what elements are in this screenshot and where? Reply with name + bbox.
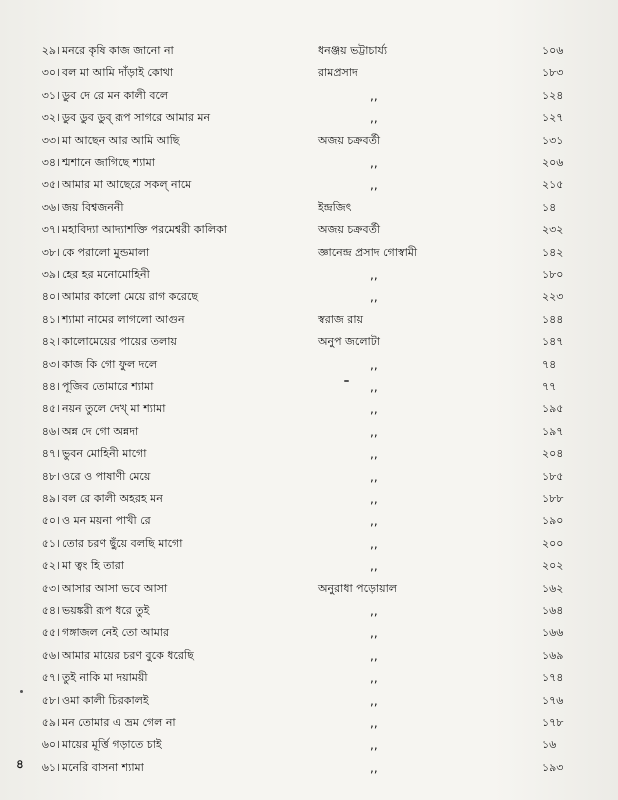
entry-number: ৩৪। xyxy=(41,156,60,169)
entry-number: ৩৭। xyxy=(41,223,60,237)
page-reference: ১৪ xyxy=(542,200,557,214)
singer-name: ,, xyxy=(370,716,378,730)
index-entry xyxy=(0,331,618,353)
singer-name: ধনঞ্জয় ভট্টাচার্য্য xyxy=(318,44,388,57)
page-reference: ১৬ xyxy=(542,738,557,752)
entry-number: ৩০। xyxy=(41,66,60,80)
page-reference: ২০০ xyxy=(542,536,564,550)
index-entry xyxy=(0,219,618,241)
index-entry xyxy=(0,197,618,219)
song-title: তোর চরণ ছুঁয়ে বলছি মাগো xyxy=(62,536,183,550)
index-entry xyxy=(0,488,618,510)
entry-number: ৪৫। xyxy=(41,402,60,416)
song-title: মা আছেন আর আমি আছি xyxy=(62,133,180,147)
singer-name: ,, xyxy=(370,290,378,305)
page-reference: ১৪৪ xyxy=(542,312,564,326)
entry-number: ৩৮। xyxy=(41,245,60,259)
entry-number: ৪০। xyxy=(41,290,60,304)
singer-name: ইন্দ্রজিৎ xyxy=(318,200,352,214)
entry-number: ৪২। xyxy=(41,335,60,349)
entry-number: ৪৭। xyxy=(41,447,60,461)
song-title: তুই নাকি মা দয়াময়ী xyxy=(62,671,148,685)
page-reference: ২১৫ xyxy=(542,178,564,192)
page-reference: ১৮০ xyxy=(542,268,564,281)
entry-number: ৩৬। xyxy=(41,200,60,214)
singer-name: ,, xyxy=(370,424,378,439)
page-reference: ১৯৫ xyxy=(542,402,564,416)
page-reference: ৭৭ xyxy=(542,380,557,393)
song-title: গঙ্গাজল নেই তো আমার xyxy=(62,626,170,640)
song-title: মনরে কৃষি কাজ জানো না xyxy=(62,44,174,57)
song-title: মায়ের মূর্ত্তি গড়াতে চাই xyxy=(62,738,162,752)
index-entry xyxy=(0,85,618,107)
index-entry xyxy=(0,645,618,667)
singer-name: ,, xyxy=(370,671,378,686)
singer-name: ,, xyxy=(370,380,378,394)
page-reference: ১৬৯ xyxy=(542,648,564,662)
singer-name: ,, xyxy=(370,156,378,170)
song-title: আমার মা আছেরে সকল্ নামে xyxy=(62,178,192,192)
singer-name: অজয় চক্রবর্তী xyxy=(318,133,381,147)
singer-name: অনুরাধা পড়োয়াল xyxy=(318,581,397,595)
song-title: ভুবন মোহিনী মাগো xyxy=(62,447,147,461)
song-title: মহাবিদ্যা আদ্যাশক্তি পরমেশ্বরী কালিকা xyxy=(62,223,227,237)
index-entry xyxy=(0,152,618,174)
entry-number: ৫৫। xyxy=(41,626,60,640)
page-reference: ১২৪ xyxy=(542,88,564,102)
page-reference: ১৩১ xyxy=(542,133,564,147)
index-entry xyxy=(0,466,618,488)
song-title: মা ত্বং হি তারা xyxy=(62,559,124,573)
song-title: অন্ন দে গো অন্নদা xyxy=(62,424,139,438)
song-title: ও মন ময়না পাখী রে xyxy=(62,514,151,528)
song-title: ডুব দে রে মন কালী বলে xyxy=(62,88,169,102)
entry-number: ৫৮। xyxy=(41,693,60,707)
page-reference: ১৯৭ xyxy=(542,424,564,438)
entry-number: ৪৮। xyxy=(41,469,60,483)
song-title: পূজিব তোমারে শ্যামা xyxy=(62,380,154,393)
entry-number: ৫৩। xyxy=(41,581,60,595)
entry-number: ৩৯। xyxy=(41,268,60,281)
index-entry xyxy=(0,622,618,644)
singer-name: স্বরাজ রায় xyxy=(318,312,363,326)
entry-number: ৪৯। xyxy=(41,492,60,505)
page-reference: ১৭৪ xyxy=(542,671,564,685)
index-entry xyxy=(0,667,618,689)
index-entry xyxy=(0,242,618,264)
ink-speck xyxy=(344,380,349,382)
index-entry xyxy=(0,309,618,331)
song-title: আমার মায়ের চরণ বুকে ধরেছি xyxy=(62,648,194,662)
page-reference: ১৭৮ xyxy=(542,716,564,729)
index-entry xyxy=(0,578,618,600)
page-reference: ২০৬ xyxy=(542,156,564,169)
song-title: ডুব ডুব ডুব্ রূপ সাগরে আমার মন xyxy=(62,111,211,125)
singer-name: অজয় চক্রবর্তী xyxy=(318,223,381,237)
entry-number: ৪১। xyxy=(41,312,60,326)
singer-name: ,, xyxy=(370,88,378,103)
singer-name: রামপ্রসাদ xyxy=(318,66,358,80)
singer-name: ,, xyxy=(370,604,378,618)
page-reference: ১৮৮ xyxy=(542,492,564,505)
index-entry xyxy=(0,510,618,532)
index-entry xyxy=(0,264,618,286)
ink-speck xyxy=(20,690,23,693)
page-reference: ১২৭ xyxy=(542,111,564,125)
page-reference: ১৮৫ xyxy=(542,469,564,483)
page-reference: ১৮৩ xyxy=(542,66,564,80)
singer-name: ,, xyxy=(370,760,378,775)
index-entry xyxy=(0,757,618,779)
page-reference: ১৬৪ xyxy=(542,604,564,617)
song-title: শ্মশানে জাগিছে শ্যামা xyxy=(62,156,155,169)
singer-name: ,, xyxy=(370,447,378,462)
singer-name: ,, xyxy=(370,648,378,663)
page-reference: ১৬৬ xyxy=(542,626,564,640)
index-entry xyxy=(0,712,618,734)
entry-number: ৫১। xyxy=(41,536,60,550)
singer-name: ,, xyxy=(370,626,378,641)
entry-number: ৫৯। xyxy=(41,716,60,729)
entry-number: ২৯। xyxy=(41,44,60,57)
page-reference: ১৬২ xyxy=(542,581,564,595)
singer-name: ,, xyxy=(370,559,378,574)
index-entry xyxy=(0,555,618,577)
song-title: কে পরালো মুন্ডমালা xyxy=(62,245,150,259)
entry-number: ৫৪। xyxy=(41,604,60,617)
singer-name: ,, xyxy=(370,514,378,529)
singer-name: ,, xyxy=(370,738,378,753)
song-title: ভয়ঙ্করী রূপ ধরে তুই xyxy=(62,604,150,617)
song-title: বল রে কালী অহরহ মন xyxy=(62,492,163,505)
singer-name: ,, xyxy=(370,693,378,708)
entry-number: ৩৫। xyxy=(41,178,60,192)
song-title: মন তোমার এ ভ্রম গেল না xyxy=(62,716,176,729)
page-reference: ১০৬ xyxy=(542,44,564,57)
entry-number: ৬১। xyxy=(41,760,60,774)
entry-number: ৬০। xyxy=(41,738,60,752)
index-entry xyxy=(0,62,618,84)
index-entry xyxy=(0,600,618,622)
singer-name: ,, xyxy=(370,469,378,484)
index-entry xyxy=(0,354,618,376)
singer-name: ,, xyxy=(370,492,378,506)
entry-number: ৩৩। xyxy=(41,133,60,147)
entry-number: ৫২। xyxy=(41,559,60,573)
index-entry xyxy=(0,107,618,129)
entry-number: ৩২। xyxy=(41,111,60,125)
entry-number: ৪৩। xyxy=(41,357,60,371)
singer-name: ,, xyxy=(370,402,378,417)
index-entry xyxy=(0,130,618,152)
page-reference: ২২৩ xyxy=(542,290,564,304)
page-reference: ১৯০ xyxy=(542,514,564,528)
entry-number: ৩১। xyxy=(41,88,60,102)
song-title: আসার আসা ভবে আসা xyxy=(62,581,168,595)
index-entry xyxy=(0,286,618,308)
entry-number: ৫৬। xyxy=(41,648,60,662)
singer-name: ,, xyxy=(370,111,378,126)
index-entry xyxy=(0,443,618,465)
page-reference: ১৯৩ xyxy=(542,760,564,774)
index-entry xyxy=(0,734,618,756)
index-entry xyxy=(0,40,618,62)
song-title: বল মা আমি দাঁড়াই কোথা xyxy=(62,66,174,80)
entry-number: ৪৪। xyxy=(41,380,60,393)
page-reference: ৭৪ xyxy=(542,357,557,371)
song-title: মনেরি বাসনা শ্যামা xyxy=(62,760,144,774)
song-title: হের হর মনোমোহিনী xyxy=(62,268,150,281)
page-reference: ২৩২ xyxy=(542,223,564,237)
index-entry xyxy=(0,690,618,712)
song-title: জয় বিশ্বজননী xyxy=(62,200,124,214)
page-reference: ১৭৬ xyxy=(542,693,564,707)
index-entry xyxy=(0,398,618,420)
page-reference: ২০২ xyxy=(542,559,564,573)
singer-name: অনুপ জলোটা xyxy=(318,335,380,349)
page-number: ৪ xyxy=(16,757,24,771)
singer-name: ,, xyxy=(370,268,378,282)
page-reference: ১৪৭ xyxy=(542,335,564,349)
entry-number: ৫৭। xyxy=(41,671,60,685)
song-title: শ্যামা নামের লাগলো আগুন xyxy=(62,312,185,326)
singer-name: ,, xyxy=(370,178,378,193)
page-reference: ২০৪ xyxy=(542,447,564,461)
page-reference: ১৪২ xyxy=(542,245,564,259)
song-title: ওমা কালী চিরকালই xyxy=(62,693,149,707)
index-entry xyxy=(0,376,618,398)
index-entry xyxy=(0,174,618,196)
singer-name: ,, xyxy=(370,536,378,551)
singer-name: ,, xyxy=(370,357,378,372)
entry-number: ৪৬। xyxy=(41,424,60,438)
song-title: ওরে ও পাষাণী মেয়ে xyxy=(62,469,151,483)
song-title: আমার কালো মেয়ে রাগ করেছে xyxy=(62,290,199,304)
index-entry xyxy=(0,533,618,555)
singer-name: জ্ঞানেন্দ্র প্রসাদ গোস্বামী xyxy=(318,245,418,259)
index-entry xyxy=(0,421,618,443)
song-title: নয়ন তুলে দেখ্ মা শ্যামা xyxy=(62,402,166,416)
song-title: কালোমেয়ের পায়ের তলায় xyxy=(62,335,177,349)
entry-number: ৫০। xyxy=(41,514,60,528)
song-title: কাজ কি গো ফুল দলে xyxy=(62,357,158,371)
